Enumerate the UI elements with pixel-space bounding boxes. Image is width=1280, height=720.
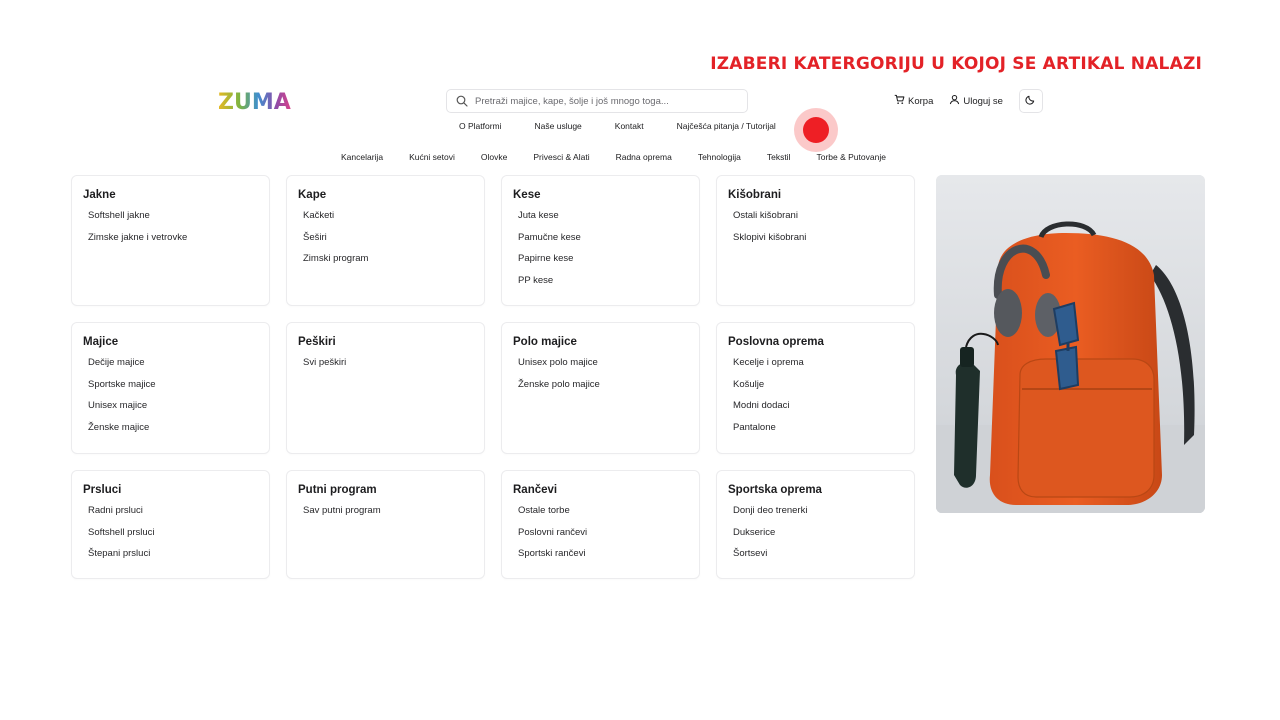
category-card-kisobrani: [716, 175, 915, 306]
category-card-peskiri: [286, 322, 485, 454]
category-title[interactable]: Poslovna oprema: [728, 336, 824, 348]
user-icon: [949, 94, 963, 108]
login-label: Uloguj se: [963, 95, 1003, 107]
category-title[interactable]: Polo majice: [513, 336, 577, 348]
cart-button[interactable]: [894, 94, 933, 108]
backpack-illustration: [936, 175, 1205, 513]
subcategory-item[interactable]: Šeširi: [303, 231, 327, 243]
category-title[interactable]: Kišobrani: [728, 189, 782, 201]
subcategory-item[interactable]: Sportski rančevi: [518, 548, 586, 560]
subcategory-item[interactable]: Radni prsluci: [88, 505, 143, 516]
theme-toggle-button[interactable]: [1019, 89, 1043, 113]
category-card-poslovna-oprema: [716, 322, 915, 454]
top-nav-o-platformi[interactable]: O Platformi: [459, 121, 502, 131]
category-card-rancevi: [501, 470, 700, 579]
subcategory-item[interactable]: Softshell jakne: [88, 210, 150, 221]
cat-nav-privesci-alati[interactable]: Privesci & Alati: [533, 152, 590, 162]
top-nav: [459, 121, 809, 131]
search-input[interactable]: [475, 96, 735, 107]
subcategory-item[interactable]: Svi peškiri: [303, 357, 347, 368]
category-title[interactable]: Kese: [513, 189, 541, 201]
cat-nav-kancelarija[interactable]: Kancelarija: [341, 152, 384, 162]
category-grid: [71, 175, 915, 579]
subcategory-item[interactable]: Pamučne kese: [518, 231, 581, 243]
subcategory-item[interactable]: Sportske majice: [88, 378, 156, 390]
cart-icon: [894, 94, 908, 108]
subcategory-item[interactable]: Šortsevi: [733, 548, 768, 560]
subcategory-item[interactable]: Kecelje i oprema: [733, 357, 804, 368]
subcategory-item[interactable]: Zimske jakne i vetrovke: [88, 231, 188, 243]
subcategory-item[interactable]: Dukserice: [733, 526, 776, 538]
login-button[interactable]: [949, 94, 1003, 108]
category-title[interactable]: Prsluci: [83, 484, 122, 496]
category-title[interactable]: Peškiri: [298, 336, 336, 348]
top-nav-faq[interactable]: Najčešća pitanja / Tutorijal: [676, 121, 776, 131]
category-nav: [341, 152, 912, 162]
category-title[interactable]: Putni program: [298, 484, 377, 496]
instruction-part3: U KOJOJ SE ARTIKAL NALAZI: [924, 54, 1202, 74]
search-bar[interactable]: [446, 89, 748, 113]
logo-text: ZUMA: [218, 90, 291, 114]
subcategory-item[interactable]: PP kese: [518, 274, 554, 286]
category-card-prsluci: [71, 470, 270, 579]
cat-nav-radna-oprema[interactable]: Radna oprema: [615, 152, 672, 162]
subcategory-item[interactable]: Juta kese: [518, 210, 559, 221]
category-card-putni-program: [286, 470, 485, 579]
subcategory-item[interactable]: Zimski program: [303, 253, 369, 265]
subcategory-item[interactable]: Ženske polo majice: [518, 378, 600, 390]
subcategory-item[interactable]: Sklopivi kišobrani: [733, 231, 807, 243]
cat-nav-tehnologija[interactable]: Tehnologija: [697, 152, 741, 162]
cat-nav-tekstil[interactable]: Tekstil: [766, 152, 791, 162]
top-nav-kontakt[interactable]: Kontakt: [614, 121, 644, 131]
category-card-majice: [71, 322, 270, 454]
subcategory-item[interactable]: Poslovni rančevi: [518, 526, 588, 538]
top-nav-nase-usluge[interactable]: Naše usluge: [534, 121, 582, 131]
instruction-part2: KATERGORIJU: [793, 54, 925, 74]
search-icon: [456, 95, 468, 107]
subcategory-item[interactable]: Košulje: [733, 378, 765, 390]
subcategory-item[interactable]: Ostale torbe: [518, 505, 570, 516]
subcategory-item[interactable]: Modni dodaci: [733, 400, 790, 412]
cat-nav-torbe-putovanje[interactable]: Torbe & Putovanje: [816, 152, 886, 162]
category-title[interactable]: Majice: [83, 336, 119, 348]
instruction-part1: IZABERI: [710, 54, 794, 74]
click-indicator-core: [803, 117, 829, 143]
category-card-jakne: [71, 175, 270, 306]
subcategory-item[interactable]: Softshell prsluci: [88, 526, 155, 538]
subcategory-item[interactable]: Unisex polo majice: [518, 357, 598, 368]
category-title[interactable]: Kape: [298, 189, 327, 201]
subcategory-item[interactable]: Štepani prsluci: [88, 548, 151, 560]
category-card-sportska-oprema: [716, 470, 915, 579]
subcategory-item[interactable]: Papirne kese: [518, 253, 574, 265]
subcategory-item[interactable]: Unisex majice: [88, 400, 148, 412]
subcategory-item[interactable]: Dečije majice: [88, 357, 145, 368]
subcategory-item[interactable]: Pantalone: [733, 421, 776, 433]
subcategory-item[interactable]: Ženske majice: [88, 421, 150, 433]
subcategory-item[interactable]: Sav putni program: [303, 505, 381, 516]
click-indicator: [794, 108, 838, 152]
subcategory-item[interactable]: Ostali kišobrani: [733, 210, 798, 221]
category-title[interactable]: Rančevi: [513, 484, 558, 496]
cart-label: Korpa: [908, 95, 934, 107]
category-card-polo-majice: [501, 322, 700, 454]
instruction-banner: [710, 54, 1202, 74]
zuma-logo[interactable]: [218, 88, 302, 114]
subcategory-item[interactable]: Donji deo trenerki: [733, 505, 808, 516]
moon-icon: [1025, 92, 1036, 110]
subcategory-item[interactable]: Kačketi: [303, 210, 335, 221]
featured-product-image[interactable]: [936, 175, 1205, 513]
cat-nav-kucni-setovi[interactable]: Kućni setovi: [409, 152, 455, 162]
header-actions: [894, 89, 1043, 113]
cat-nav-olovke[interactable]: Olovke: [480, 152, 508, 162]
category-card-kape: [286, 175, 485, 306]
category-card-kese: [501, 175, 700, 306]
category-title[interactable]: Sportska oprema: [728, 484, 822, 496]
category-title[interactable]: Jakne: [83, 189, 116, 201]
